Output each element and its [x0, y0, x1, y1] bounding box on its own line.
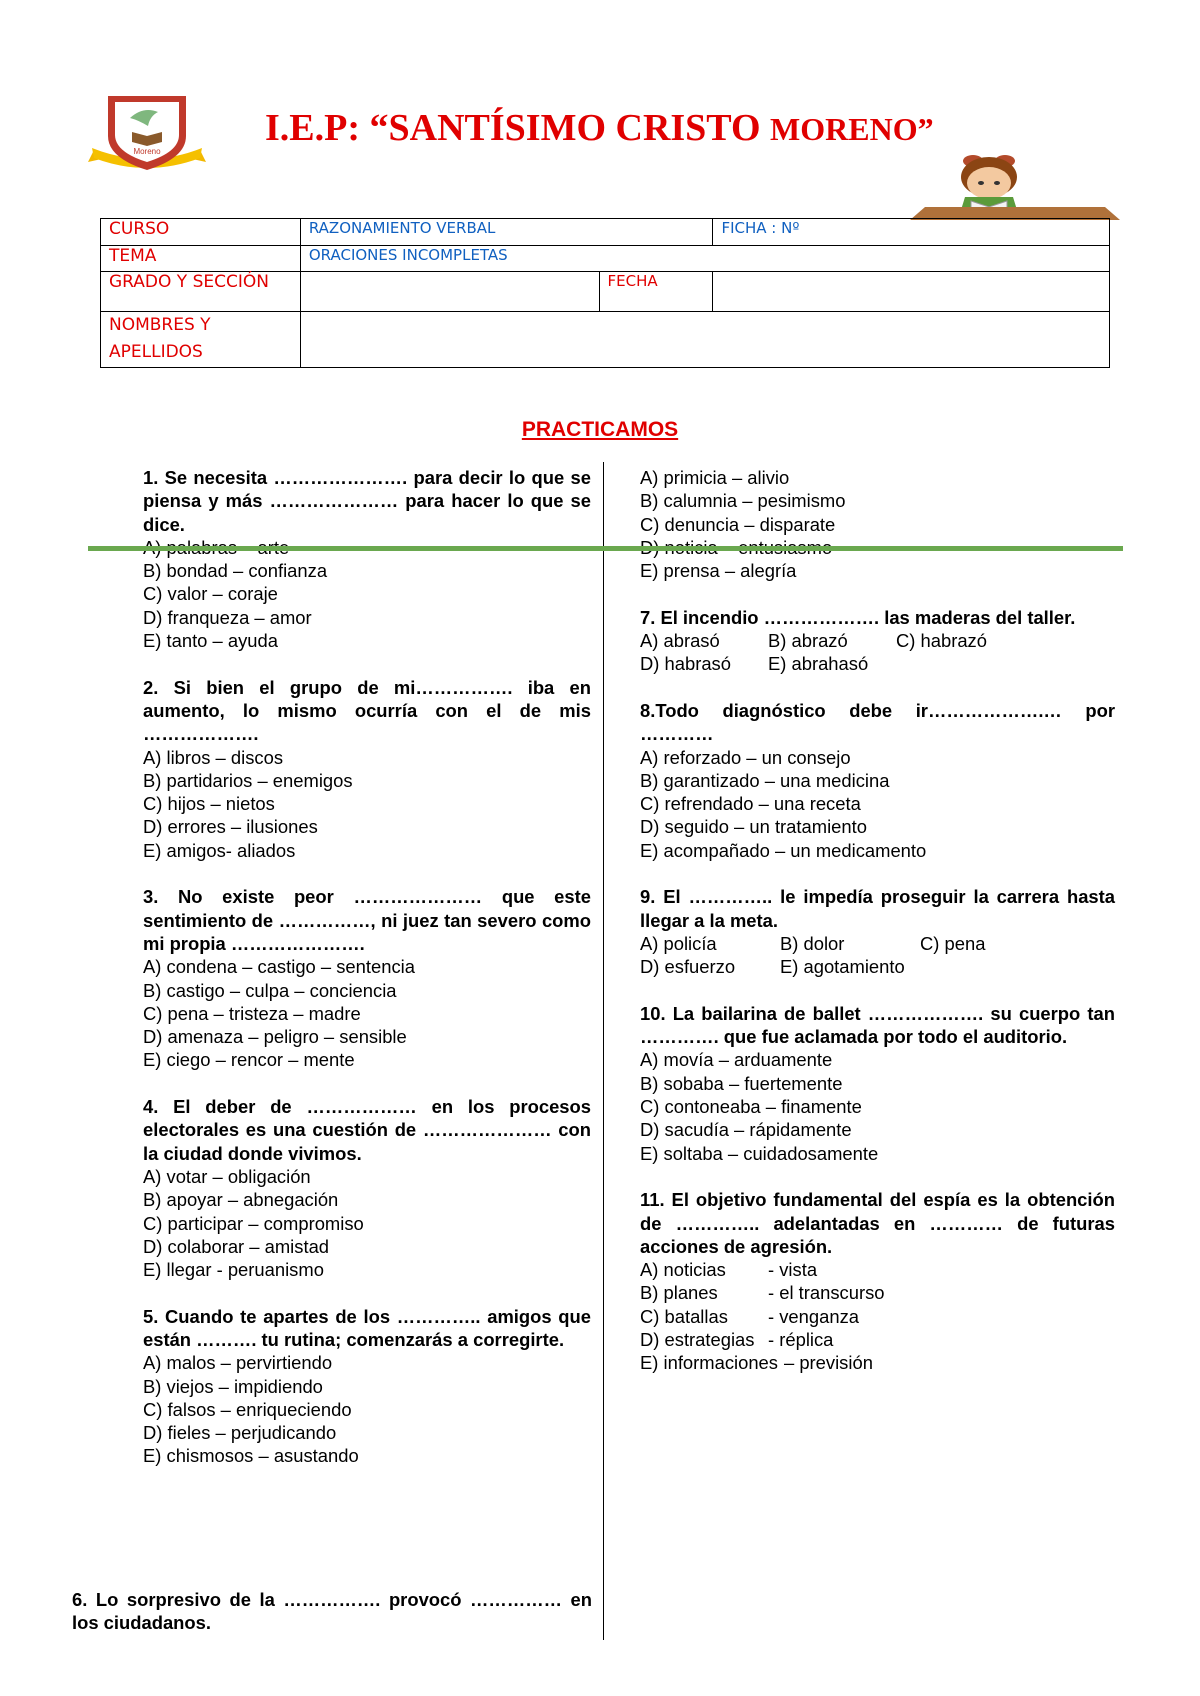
option: C) contoneaba – finamente [640, 1096, 862, 1118]
grado-field[interactable] [300, 272, 599, 312]
option: D) seguido – un tratamiento [640, 816, 867, 838]
option: D) habrasó [640, 653, 731, 675]
option: B) calumnia – pesimismo [640, 490, 846, 512]
question-7: 7. El incendio ………………. las maderas del taller. [640, 606, 1076, 628]
option: C) batallas [640, 1305, 728, 1327]
question-1: 1. Se necesita …………………. para decir lo que se piensa y más ………………… para hacer lo que se dice. [143, 467, 591, 535]
option: D) esfuerzo [640, 956, 736, 978]
question-8: 8.Todo diagnóstico debe ir……………….… por ………… [640, 699, 1115, 745]
question-2: 2. Si bien el grupo de mi……………. iba en aumento, lo mismo ocurría con el de mis ………………. [143, 676, 591, 745]
question-10: 10. La bailarina de ballet ………………. su cuerpo tan …………. que fue aclamada por todo el auditorio. [640, 1002, 1115, 1048]
option: B) sobaba – fuertemente [640, 1072, 843, 1094]
option: A) primicia – alivio [640, 467, 790, 488]
option: B) partidarios – enemigos [143, 769, 353, 791]
nombres-label-line1: NOMBRES Y [109, 315, 211, 335]
option: E) soltaba – cuidadosamente [640, 1142, 879, 1164]
option: A) libros – discos [143, 746, 284, 768]
option: E) prensa – alegría [640, 560, 797, 582]
option: B) planes [640, 1282, 718, 1304]
option: E) chismosos – asustando [143, 1445, 359, 1467]
option: A) policía [640, 932, 717, 954]
option: D) franqueza – amor [143, 606, 312, 628]
option: E) amigos- aliados [143, 839, 296, 861]
student-info-table [100, 218, 1110, 368]
option: E) agotamiento [780, 956, 905, 978]
option: E) acompañado – un medicamento [640, 839, 927, 861]
question-5-options [143, 1351, 591, 1467]
option: C) valor – coraje [143, 583, 278, 605]
option: E) informaciones [640, 1352, 778, 1374]
section-title: PRACTICAMOS [521, 418, 679, 441]
option: C) denuncia – disparate [640, 513, 836, 535]
option: A) abrasó [640, 630, 720, 652]
question-2-options [143, 746, 591, 862]
ficha-label: FICHA : Nº [713, 219, 1110, 246]
option: C) habrazó [896, 630, 987, 652]
option: E) tanto – ayuda [143, 630, 278, 652]
option: C) refrendado – una receta [640, 793, 861, 815]
school-logo [88, 92, 206, 174]
option: B) bondad – confianza [143, 560, 328, 582]
tema-label: TEMA [101, 246, 301, 272]
option: A) reforzado – un consejo [640, 746, 851, 768]
option-detail: - el transcurso [768, 1282, 885, 1304]
option: D) fieles – perjudicando [143, 1422, 337, 1444]
left-column [143, 466, 591, 1491]
curso-value: RAZONAMIENTO VERBAL [300, 219, 713, 246]
option: C) pena [920, 932, 986, 954]
question-4-options [143, 1165, 591, 1281]
option: E) ciego – rencor – mente [143, 1049, 355, 1071]
shield-icon [88, 92, 206, 174]
column-divider [603, 462, 604, 1640]
logo-text: Moreno [133, 147, 161, 156]
option: D) errores – ilusiones [143, 816, 318, 838]
option: B) viejos – impidiendo [143, 1375, 323, 1397]
option: D) estrategias [640, 1328, 755, 1350]
nombres-field[interactable] [300, 312, 1109, 368]
option: C) pena – tristeza – madre [143, 1002, 361, 1024]
right-column [640, 466, 1115, 1398]
title-main: I.E.P: “SANTÍSIMO CRISTO [265, 107, 771, 149]
question-11: 11. El objetivo fundamental del espía es la obtención de ………….. adelantadas en ………… de futuras acciones de agresión. [640, 1189, 1115, 1257]
option: B) abrazó [768, 630, 848, 652]
question-3-options [143, 955, 591, 1071]
option: E) llegar - peruanismo [143, 1259, 324, 1281]
option: A) movía – arduamente [640, 1049, 833, 1071]
green-strike-line [88, 546, 1123, 551]
question-6-options [640, 466, 1115, 582]
option: C) falsos – enriqueciendo [143, 1398, 352, 1420]
option: D) sacudía – rápidamente [640, 1119, 852, 1141]
question-5: 5. Cuando te apartes de los ………….. amigos que están ………. tu rutina; comenzarás a corregirte. [143, 1305, 591, 1350]
question-3: 3. No existe peor ………………… que este sentimiento de ……………, ni juez tan severo como mi propia …………………. [143, 886, 591, 954]
option: D) colaborar – amistad [143, 1235, 330, 1257]
girl-reading-illustration [905, 155, 1120, 220]
question-11-options [640, 1258, 1115, 1374]
option: A) noticias [640, 1259, 726, 1281]
fecha-label: FECHA [599, 272, 713, 312]
tema-value: ORACIONES INCOMPLETAS [300, 246, 1109, 272]
question-7-options [640, 629, 1115, 676]
page-title [265, 106, 1085, 150]
option-detail: - venganza [768, 1305, 859, 1327]
option: C) participar – compromiso [143, 1212, 364, 1234]
option: C) hijos – nietos [143, 793, 275, 815]
question-1-options [143, 536, 591, 652]
option: B) dolor [780, 932, 845, 954]
option: A) condena – castigo – sentencia [143, 956, 415, 978]
option-detail: – previsión [783, 1352, 873, 1374]
question-9-options [640, 932, 1115, 979]
question-8-options [640, 746, 1115, 862]
question-10-options [640, 1048, 1115, 1164]
fecha-field[interactable] [713, 272, 1110, 312]
option-detail: - réplica [768, 1328, 834, 1350]
option: E) abrahasó [768, 653, 869, 675]
grado-label: GRADO Y SECCIÓN [101, 272, 301, 312]
nombres-label [101, 312, 301, 368]
option: B) garantizado – una medicina [640, 769, 890, 791]
option: B) castigo – culpa – conciencia [143, 979, 397, 1001]
curso-label: CURSO [101, 219, 301, 246]
reading-girl-icon [905, 155, 1120, 220]
question-9: 9. El ………….. le impedía proseguir la carrera hasta llegar a la meta. [640, 886, 1115, 931]
question-4: 4. El deber de ……………… en los procesos electorales es una cuestión de ………………… con la ciudad donde vivimos. [143, 1096, 591, 1164]
nombres-label-line2: APELLIDOS [109, 342, 203, 362]
title-tail: MORENO” [770, 111, 934, 147]
option: D) amenaza – peligro – sensible [143, 1026, 407, 1048]
option: A) votar – obligación [143, 1165, 311, 1187]
option-detail: - vista [768, 1259, 818, 1281]
option: B) apoyar – abnegación [143, 1189, 339, 1211]
question-6: 6. Lo sorpresivo de la ……………. provocó …………… en los ciudadanos. [72, 1589, 592, 1634]
option: A) malos – pervirtiendo [143, 1352, 333, 1374]
